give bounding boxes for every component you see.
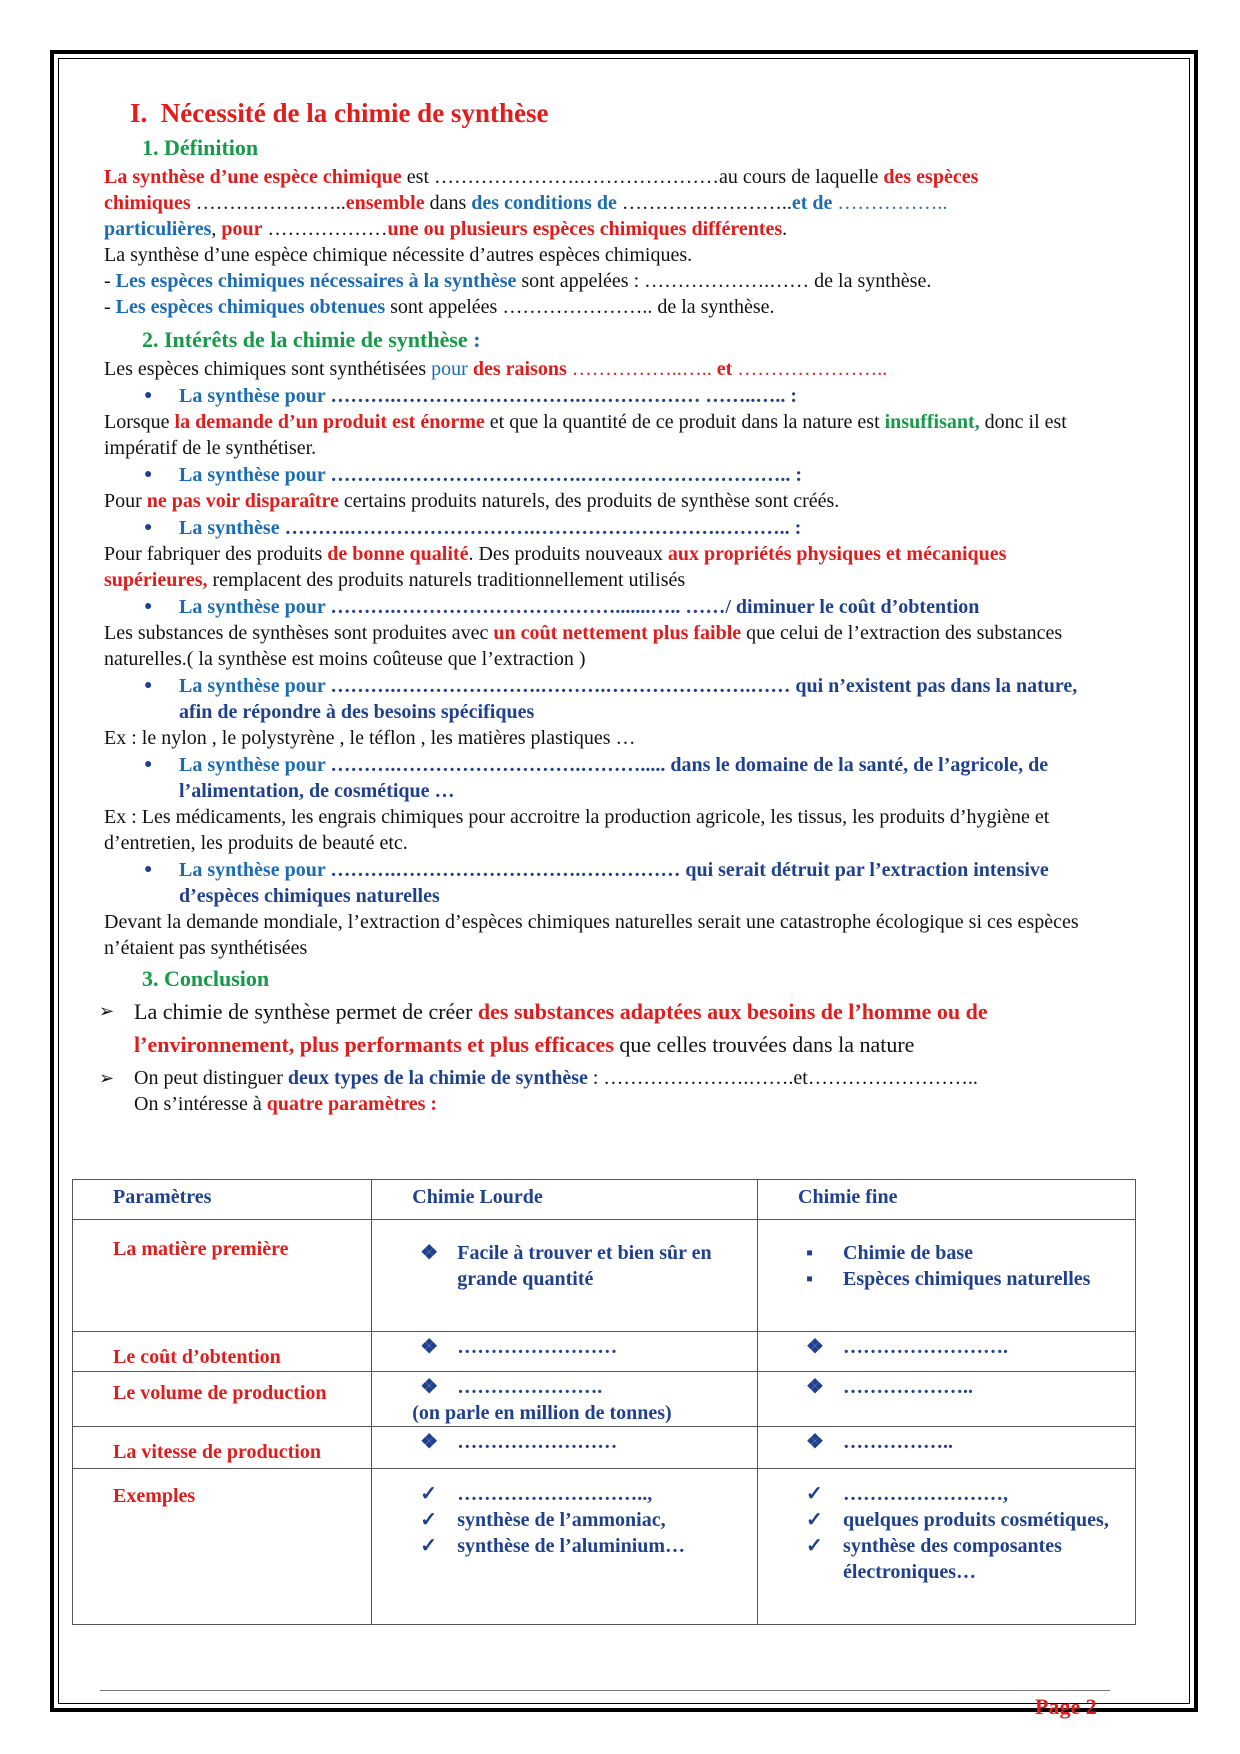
fine-volume: ❖ ………………..: [758, 1372, 1136, 1427]
bullet-1: ● La synthèse pour ……….……………………….……………… ……..….. :: [144, 385, 797, 407]
check-icon: ✓: [420, 1483, 438, 1505]
header-chimie-fine: Chimie fine: [758, 1180, 1136, 1220]
heading-definition: 1. Définition: [142, 135, 259, 160]
bullet-4: ● La synthèse pour ……….…………………………….......….. ……/ diminuer le coût d’obtention: [144, 596, 980, 618]
bullet-7: ● La synthèse pour ……….……………………….…………… qui serait détruit par l’extraction intensive d’espèces chimiques naturelles: [144, 859, 1049, 907]
footer-rule: [100, 1690, 1110, 1691]
table-row: [73, 1469, 1136, 1625]
diamond-bullet-icon: ❖: [806, 1431, 824, 1453]
bullet-dot-icon: ●: [144, 862, 153, 877]
diamond-bullet-icon: ❖: [806, 1336, 824, 1358]
param-volume: Le volume de production: [73, 1372, 372, 1427]
definition-line-5: - Les espèces chimiques nécessaires à la synthèse sont appelées : ……………….…… de la synthèse.: [104, 270, 932, 292]
table-row: [73, 1332, 1136, 1372]
interets-intro: Les espèces chimiques sont synthétisées pour des raisons ……………..….. et …………………..: [104, 358, 888, 380]
bullet-2: ● La synthèse pour ……….……………………….………………………….. :: [144, 464, 802, 486]
arrow-bullet-icon: ➢: [99, 1068, 115, 1088]
conclusion-point-2: ➢ On peut distinguer deux types de la chimie de synthèse : ………………….…….et…………………….. On s’intéresse à quatre paramètres :: [99, 1067, 978, 1115]
arrow-bullet-icon: ➢: [99, 1001, 115, 1021]
definition-line-6: - Les espèces chimiques obtenues sont appelées ………………….. de la synthèse.: [104, 296, 775, 318]
square-bullet-icon: ▪: [806, 1242, 814, 1264]
lourde-vitesse: ❖ ……………………: [372, 1427, 758, 1469]
bullet-6: ● La synthèse pour ……….……………………….………..... dans le domaine de la santé, de l’agricole, de l’alimentation, de cosmétique …: [144, 754, 1049, 802]
fine-cout: ❖ …………………….: [758, 1332, 1136, 1372]
bullet-dot-icon: ●: [144, 388, 153, 403]
diamond-bullet-icon: ❖: [420, 1336, 439, 1358]
fine-matiere: ▪ Chimie de base ▪ Espèces chimiques naturelles: [758, 1220, 1136, 1332]
check-icon: ✓: [806, 1509, 823, 1531]
bullet-dot-icon: ●: [144, 678, 153, 693]
header-parametres: Paramètres: [73, 1180, 372, 1220]
paragraph-2: Pour ne pas voir disparaître certains produits naturels, des produits de synthèse sont créés.: [104, 490, 840, 512]
diamond-bullet-icon: ❖: [420, 1431, 439, 1453]
definition-line-2: chimiques …………………..ensemble dans des conditions de ……………………..et de ……………..: [104, 192, 948, 214]
bullet-dot-icon: ●: [144, 520, 153, 535]
param-exemples: Exemples: [73, 1469, 372, 1625]
fine-exemples: ✓ ……………………, ✓ quelques produits cosmétiques, ✓ synthèse des composantes électroniques…: [758, 1469, 1136, 1625]
paragraph-5: Ex : le nylon , le polystyrène , le téflon , les matières plastiques …: [104, 727, 636, 749]
param-cout: Le coût d’obtention: [73, 1332, 372, 1372]
table-row: [73, 1372, 1136, 1427]
heading-interets: 2. Intérêts de la chimie de synthèse :: [142, 327, 481, 352]
fine-vitesse: ❖ ……………..: [758, 1427, 1136, 1469]
heading-conclusion: 3. Conclusion: [142, 966, 270, 991]
check-icon: ✓: [806, 1483, 823, 1505]
paragraph-4: Les substances de synthèses sont produites avec un coût nettement plus faible que celui de l’extraction des substances naturelles.( la synthèse est moins coûteuse que l’extraction ): [104, 622, 1063, 670]
bullet-5: ● La synthèse pour ……….………………….……….………………….…… qui n’existent pas dans la nature, afin de répondre à des besoins spécifiques: [144, 675, 1078, 723]
square-bullet-icon: ▪: [806, 1268, 814, 1290]
table-header-row: [73, 1180, 1136, 1220]
diamond-bullet-icon: ❖: [420, 1242, 439, 1264]
section-title: I. Nécessité de la chimie de synthèse: [130, 98, 549, 128]
header-chimie-lourde: Chimie Lourde: [372, 1180, 758, 1220]
definition-line-4: La synthèse d’une espèce chimique nécessite d’autres espèces chimiques.: [104, 244, 693, 266]
conclusion-point-1: ➢ La chimie de synthèse permet de créer des substances adaptées aux besoins de l’homme ou de l’environnement, plus performants et plus efficaces que celles trouvées dans la nature: [104, 995, 1114, 1061]
bullet-dot-icon: ●: [144, 757, 153, 772]
lourde-exemples: ✓ ……………………….., ✓ synthèse de l’ammoniac, ✓ synthèse de l’aluminium…: [372, 1469, 758, 1625]
diamond-bullet-icon: ❖: [806, 1376, 824, 1398]
parameters-table: [72, 1179, 1136, 1625]
table-row: [73, 1220, 1136, 1332]
param-matiere-premiere: La matière première: [73, 1220, 372, 1332]
lourde-volume: ❖ …………………. (on parle en million de tonnes): [372, 1372, 758, 1427]
diamond-bullet-icon: ❖: [420, 1376, 439, 1398]
paragraph-1: Lorsque la demande d’un produit est énorme et que la quantité de ce produit dans la nature est insuffisant, donc il est impératif de le synthétiser.: [104, 411, 1067, 459]
page-number: Page 2: [1035, 1694, 1097, 1719]
lourde-matiere: ❖ Facile à trouver et bien sûr en grande quantité: [372, 1220, 758, 1332]
bullet-dot-icon: ●: [144, 599, 153, 614]
param-vitesse: La vitesse de production: [73, 1427, 372, 1469]
table-row: [73, 1427, 1136, 1469]
definition-line-3: particulières, pour ………………une ou plusieurs espèces chimiques différentes.: [104, 218, 788, 240]
definition-line-1: La synthèse d’une espèce chimique est ………………….…………………au cours de laquelle des espèces: [104, 166, 979, 188]
document-body: [99, 96, 1114, 1117]
bullet-dot-icon: ●: [144, 467, 153, 482]
paragraph-7: Devant la demande mondiale, l’extraction d’espèces chimiques naturelles serait une catastrophe écologique si ces espèces n’étaient pas synthétisées: [104, 911, 1079, 959]
check-icon: ✓: [806, 1535, 823, 1557]
paragraph-3: Pour fabriquer des produits de bonne qualité. Des produits nouveaux aux propriétés physiques et mécaniques supérieures, remplacent des produits naturels traditionnellement utilisés: [104, 543, 1007, 591]
paragraph-6: Ex : Les médicaments, les engrais chimiques pour accroitre la production agricole, les tissus, les produits d’hygiène et d’entretien, les produits de beauté etc.: [104, 806, 1050, 854]
check-icon: ✓: [420, 1509, 438, 1531]
check-icon: ✓: [420, 1535, 438, 1557]
bullet-3: ● La synthèse ……….……………………….……………………….……….. :: [144, 517, 802, 539]
lourde-cout: ❖ ……………………: [372, 1332, 758, 1372]
